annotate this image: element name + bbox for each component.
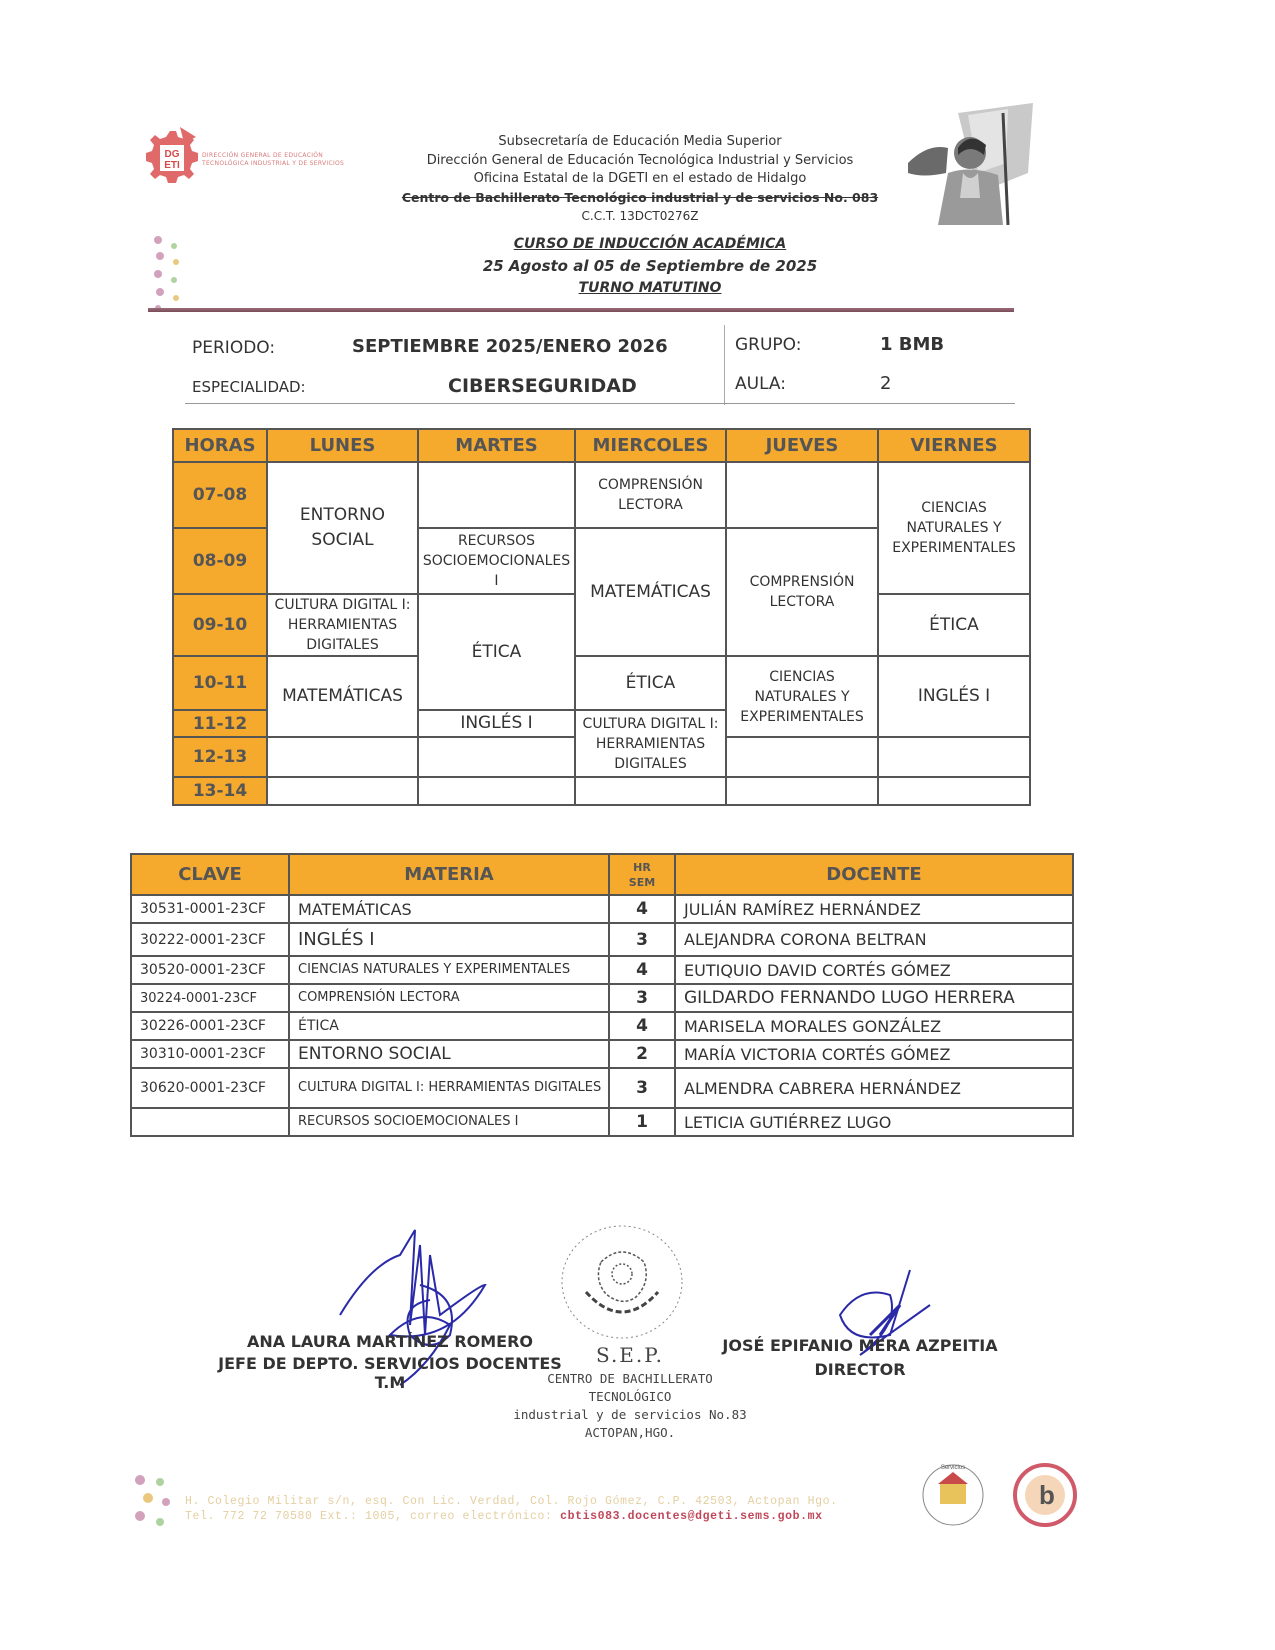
hour-cell: 08-09	[173, 528, 267, 594]
table-row	[131, 1068, 1073, 1108]
cell-viernes-ciencias: CIENCIAS NATURALES Y EXPERIMENTALES	[878, 462, 1030, 594]
servicios-docentes-badge-icon	[912, 1460, 994, 1534]
stamp-line: ACTOPAN,HGO.	[584, 1425, 676, 1440]
schedule-row	[173, 656, 1030, 686]
hr-cell: 3	[609, 923, 675, 956]
especialidad-label: ESPECIALIDAD:	[192, 378, 306, 396]
cell-lunes-matematicas: MATEMÁTICAS	[267, 656, 418, 737]
hr-cell: 4	[609, 956, 675, 984]
aula-label: AULA:	[735, 374, 786, 394]
stamp-line: TECNOLÓGICO	[588, 1389, 672, 1404]
clave-cell: 30520-0001-23CF	[131, 956, 289, 984]
woman-with-flag-image	[908, 103, 1036, 225]
logo-text-line: TECNOLÓGICA INDUSTRIAL Y DE SERVICIOS	[202, 160, 345, 167]
stamp-line: industrial y de servicios No.83	[513, 1407, 747, 1422]
header-line-direccion: Dirección General de Educación Tecnológica Industrial y Servicios	[426, 152, 854, 168]
cell-lunes-empty	[267, 777, 418, 805]
stamp-line: CENTRO DE BACHILLERATO	[547, 1371, 713, 1386]
clave-cell: 30222-0001-23CF	[131, 923, 289, 956]
materia-cell: CULTURA DIGITAL I: HERRAMIENTAS DIGITALES	[289, 1068, 609, 1108]
dgeti-logo	[140, 125, 200, 195]
cell-jueves-empty	[726, 737, 878, 777]
header-viernes: VIERNES	[878, 429, 1030, 462]
left-signatory-name: ANA LAURA MARTÍNEZ ROMERO	[246, 1332, 534, 1351]
table-row	[131, 1040, 1073, 1068]
schedule-header-row	[173, 429, 1030, 462]
svg-text:Servicios: Servicios	[940, 1465, 966, 1471]
header-lunes: LUNES	[267, 429, 418, 462]
header-miercoles: MIERCOLES	[575, 429, 726, 462]
schedule-row	[173, 462, 1030, 495]
clave-cell: 30531-0001-23CF	[131, 895, 289, 923]
grupo-label: GRUPO:	[735, 335, 802, 355]
schedule-table	[172, 428, 1031, 806]
cbtis-logo-icon	[1012, 1462, 1078, 1532]
logo-text-line: DIRECCIÓN GENERAL DE EDUCACIÓN	[202, 152, 324, 159]
materia-cell: COMPRENSIÓN LECTORA	[289, 984, 609, 1012]
docente-cell: GILDARDO FERNANDO LUGO HERRERA	[675, 984, 1073, 1012]
materia-cell: ENTORNO SOCIAL	[289, 1040, 609, 1068]
header-line-centro: Centro de Bachillerato Tecnológico industrial y de servicios No. 083	[401, 189, 879, 205]
hour-cell: 11-12	[173, 710, 267, 737]
cell-martes-etica: ÉTICA	[418, 594, 575, 710]
header-hr-line: HR	[633, 860, 651, 874]
cell-jueves-comprension: COMPRENSIÓN LECTORA	[726, 528, 878, 656]
header-line-oficina: Oficina Estatal de la DGETI en el estado de Hidalgo	[473, 171, 807, 186]
header-docente: DOCENTE	[675, 854, 1073, 895]
table-row	[131, 923, 1073, 956]
especialidad-value: CIBERSEGURIDAD	[448, 375, 637, 397]
docente-cell: EUTIQUIO DAVID CORTÉS GÓMEZ	[675, 956, 1073, 984]
hr-cell: 4	[609, 1012, 675, 1040]
svg-text:DG: DG	[164, 149, 180, 160]
hr-cell: 4	[609, 895, 675, 923]
cell-lunes-entorno-social: ENTORNO SOCIAL	[267, 462, 418, 594]
clave-cell	[131, 1108, 289, 1136]
clave-cell: 30226-0001-23CF	[131, 1012, 289, 1040]
svg-text:b: b	[1039, 1480, 1055, 1510]
materia-cell: RECURSOS SOCIOEMOCIONALES I	[289, 1108, 609, 1136]
hr-cell: 2	[609, 1040, 675, 1068]
right-signatory-name: JOSÉ EPIFANIO MERA AZPEITIA	[722, 1336, 998, 1355]
hr-cell: 3	[609, 1068, 675, 1108]
docente-cell: MARÍA VICTORIA CORTÉS GÓMEZ	[675, 1040, 1073, 1068]
clave-cell: 30310-0001-23CF	[131, 1040, 289, 1068]
course-dates: 25 Agosto al 05 de Septiembre de 2025	[482, 257, 818, 275]
docente-cell: ALMENDRA CABRERA HERNÁNDEZ	[675, 1068, 1073, 1108]
left-signatory-title: JEFE DE DEPTO. SERVICIOS DOCENTES T.M	[218, 1354, 562, 1392]
header-horas: HORAS	[173, 429, 267, 462]
periodo-value: SEPTIEMBRE 2025/ENERO 2026	[352, 336, 668, 357]
materia-cell: INGLÉS I	[289, 923, 609, 956]
cell-jueves-empty	[726, 777, 878, 805]
materia-cell: MATEMÁTICAS	[289, 895, 609, 923]
header-sem-line: SEM	[628, 875, 656, 889]
info-divider	[724, 325, 725, 405]
cell-miercoles-etica: ÉTICA	[575, 656, 726, 710]
sep-seal-label: S.E.P.	[595, 1343, 665, 1367]
docente-cell: LETICIA GUTIÉRREZ LUGO	[675, 1108, 1073, 1136]
subjects-table	[130, 853, 1074, 1137]
header-clave: CLAVE	[131, 854, 289, 895]
school-stamp-text	[500, 1370, 760, 1442]
cell-lunes-empty	[267, 737, 418, 777]
cell-viernes-empty	[878, 737, 1030, 777]
hr-cell: 3	[609, 984, 675, 1012]
course-title-block	[330, 233, 970, 299]
header-divider	[148, 308, 1014, 312]
table-row	[131, 1108, 1073, 1136]
header-jueves: JUEVES	[726, 429, 878, 462]
hour-cell: 13-14	[173, 777, 267, 805]
footer-address: H. Colegio Militar s/n, esq. Con Lic. Verdad, Col. Rojo Gómez, C.P. 42503, Actopan Hgo.	[185, 1495, 838, 1508]
footer-floral-decoration	[130, 1472, 175, 1532]
table-row	[131, 895, 1073, 923]
cell-martes-recursos: RECURSOS SOCIOEMOCIONALES I	[418, 528, 575, 594]
hour-cell: 12-13	[173, 737, 267, 777]
header-materia: MATERIA	[289, 854, 609, 895]
cell-miercoles-matematicas: MATEMÁTICAS	[575, 528, 726, 656]
course-shift: TURNO MATUTINO	[578, 280, 722, 296]
clave-cell: 30620-0001-23CF	[131, 1068, 289, 1108]
table-row	[131, 984, 1073, 1012]
dgeti-gear-icon	[140, 125, 200, 195]
footer-phone-email	[185, 1509, 838, 1524]
cell-martes-empty	[418, 462, 575, 528]
header-line-subsecretaria: Subsecretaría de Educación Media Superior	[498, 134, 782, 149]
cell-martes-empty	[418, 777, 575, 805]
aula-value: 2	[880, 373, 892, 394]
cell-miercoles-cultura-digital: CULTURA DIGITAL I: HERRAMIENTAS DIGITALES	[575, 710, 726, 777]
cell-viernes-empty	[878, 777, 1030, 805]
svg-text:ETI: ETI	[164, 160, 180, 171]
hour-cell: 09-10	[173, 594, 267, 656]
clave-cell: 30224-0001-23CF	[131, 984, 289, 1012]
footer-phone: Tel. 772 72 70580 Ext.: 1005, correo electrónico:	[185, 1510, 561, 1523]
docente-cell: ALEJANDRA CORONA BELTRAN	[675, 923, 1073, 956]
footer-contact	[185, 1494, 838, 1524]
hour-cell: 10-11	[173, 656, 267, 710]
info-bottom-rule	[185, 403, 1015, 404]
table-row	[131, 956, 1073, 984]
hr-cell: 1	[609, 1108, 675, 1136]
cell-lunes-cultura-digital: CULTURA DIGITAL I: HERRAMIENTAS DIGITALES	[267, 594, 418, 656]
cell-martes-ingles: INGLÉS I	[418, 710, 575, 737]
header-martes: MARTES	[418, 429, 575, 462]
sep-seal-icon	[556, 1222, 688, 1346]
docente-cell: MARISELA MORALES GONZÁLEZ	[675, 1012, 1073, 1040]
hour-cell: 07-08	[173, 462, 267, 528]
dgeti-logo-text	[202, 152, 344, 168]
schedule-row	[173, 777, 1030, 805]
cell-jueves-ciencias: CIENCIAS NATURALES Y EXPERIMENTALES	[726, 656, 878, 737]
cell-miercoles-empty	[575, 777, 726, 805]
cell-martes-empty	[418, 737, 575, 777]
grupo-value: 1 BMB	[880, 334, 945, 355]
header-line-cct: C.C.T. 13DCT0276Z	[581, 209, 699, 223]
footer-email-link[interactable]: cbtis083.docentes@dgeti.sems.gob.mx	[560, 1510, 823, 1523]
header-hr-sem	[609, 854, 675, 895]
materia-cell: CIENCIAS NATURALES Y EXPERIMENTALES	[289, 956, 609, 984]
cell-miercoles-comprension: COMPRENSIÓN LECTORA	[575, 462, 726, 528]
periodo-label: PERIODO:	[192, 338, 276, 358]
right-signatory-title: DIRECTOR	[814, 1360, 906, 1379]
course-title: CURSO DE INDUCCIÓN ACADÉMICA	[513, 236, 787, 252]
cell-viernes-etica: ÉTICA	[878, 594, 1030, 656]
floral-decoration	[148, 232, 186, 312]
docente-cell: JULIÁN RAMÍREZ HERNÁNDEZ	[675, 895, 1073, 923]
table-row	[131, 1012, 1073, 1040]
institution-header	[360, 133, 920, 226]
materia-cell: ÉTICA	[289, 1012, 609, 1040]
cell-viernes-ingles: INGLÉS I	[878, 656, 1030, 737]
cell-jueves-empty	[726, 462, 878, 528]
subjects-header-row	[131, 854, 1073, 895]
